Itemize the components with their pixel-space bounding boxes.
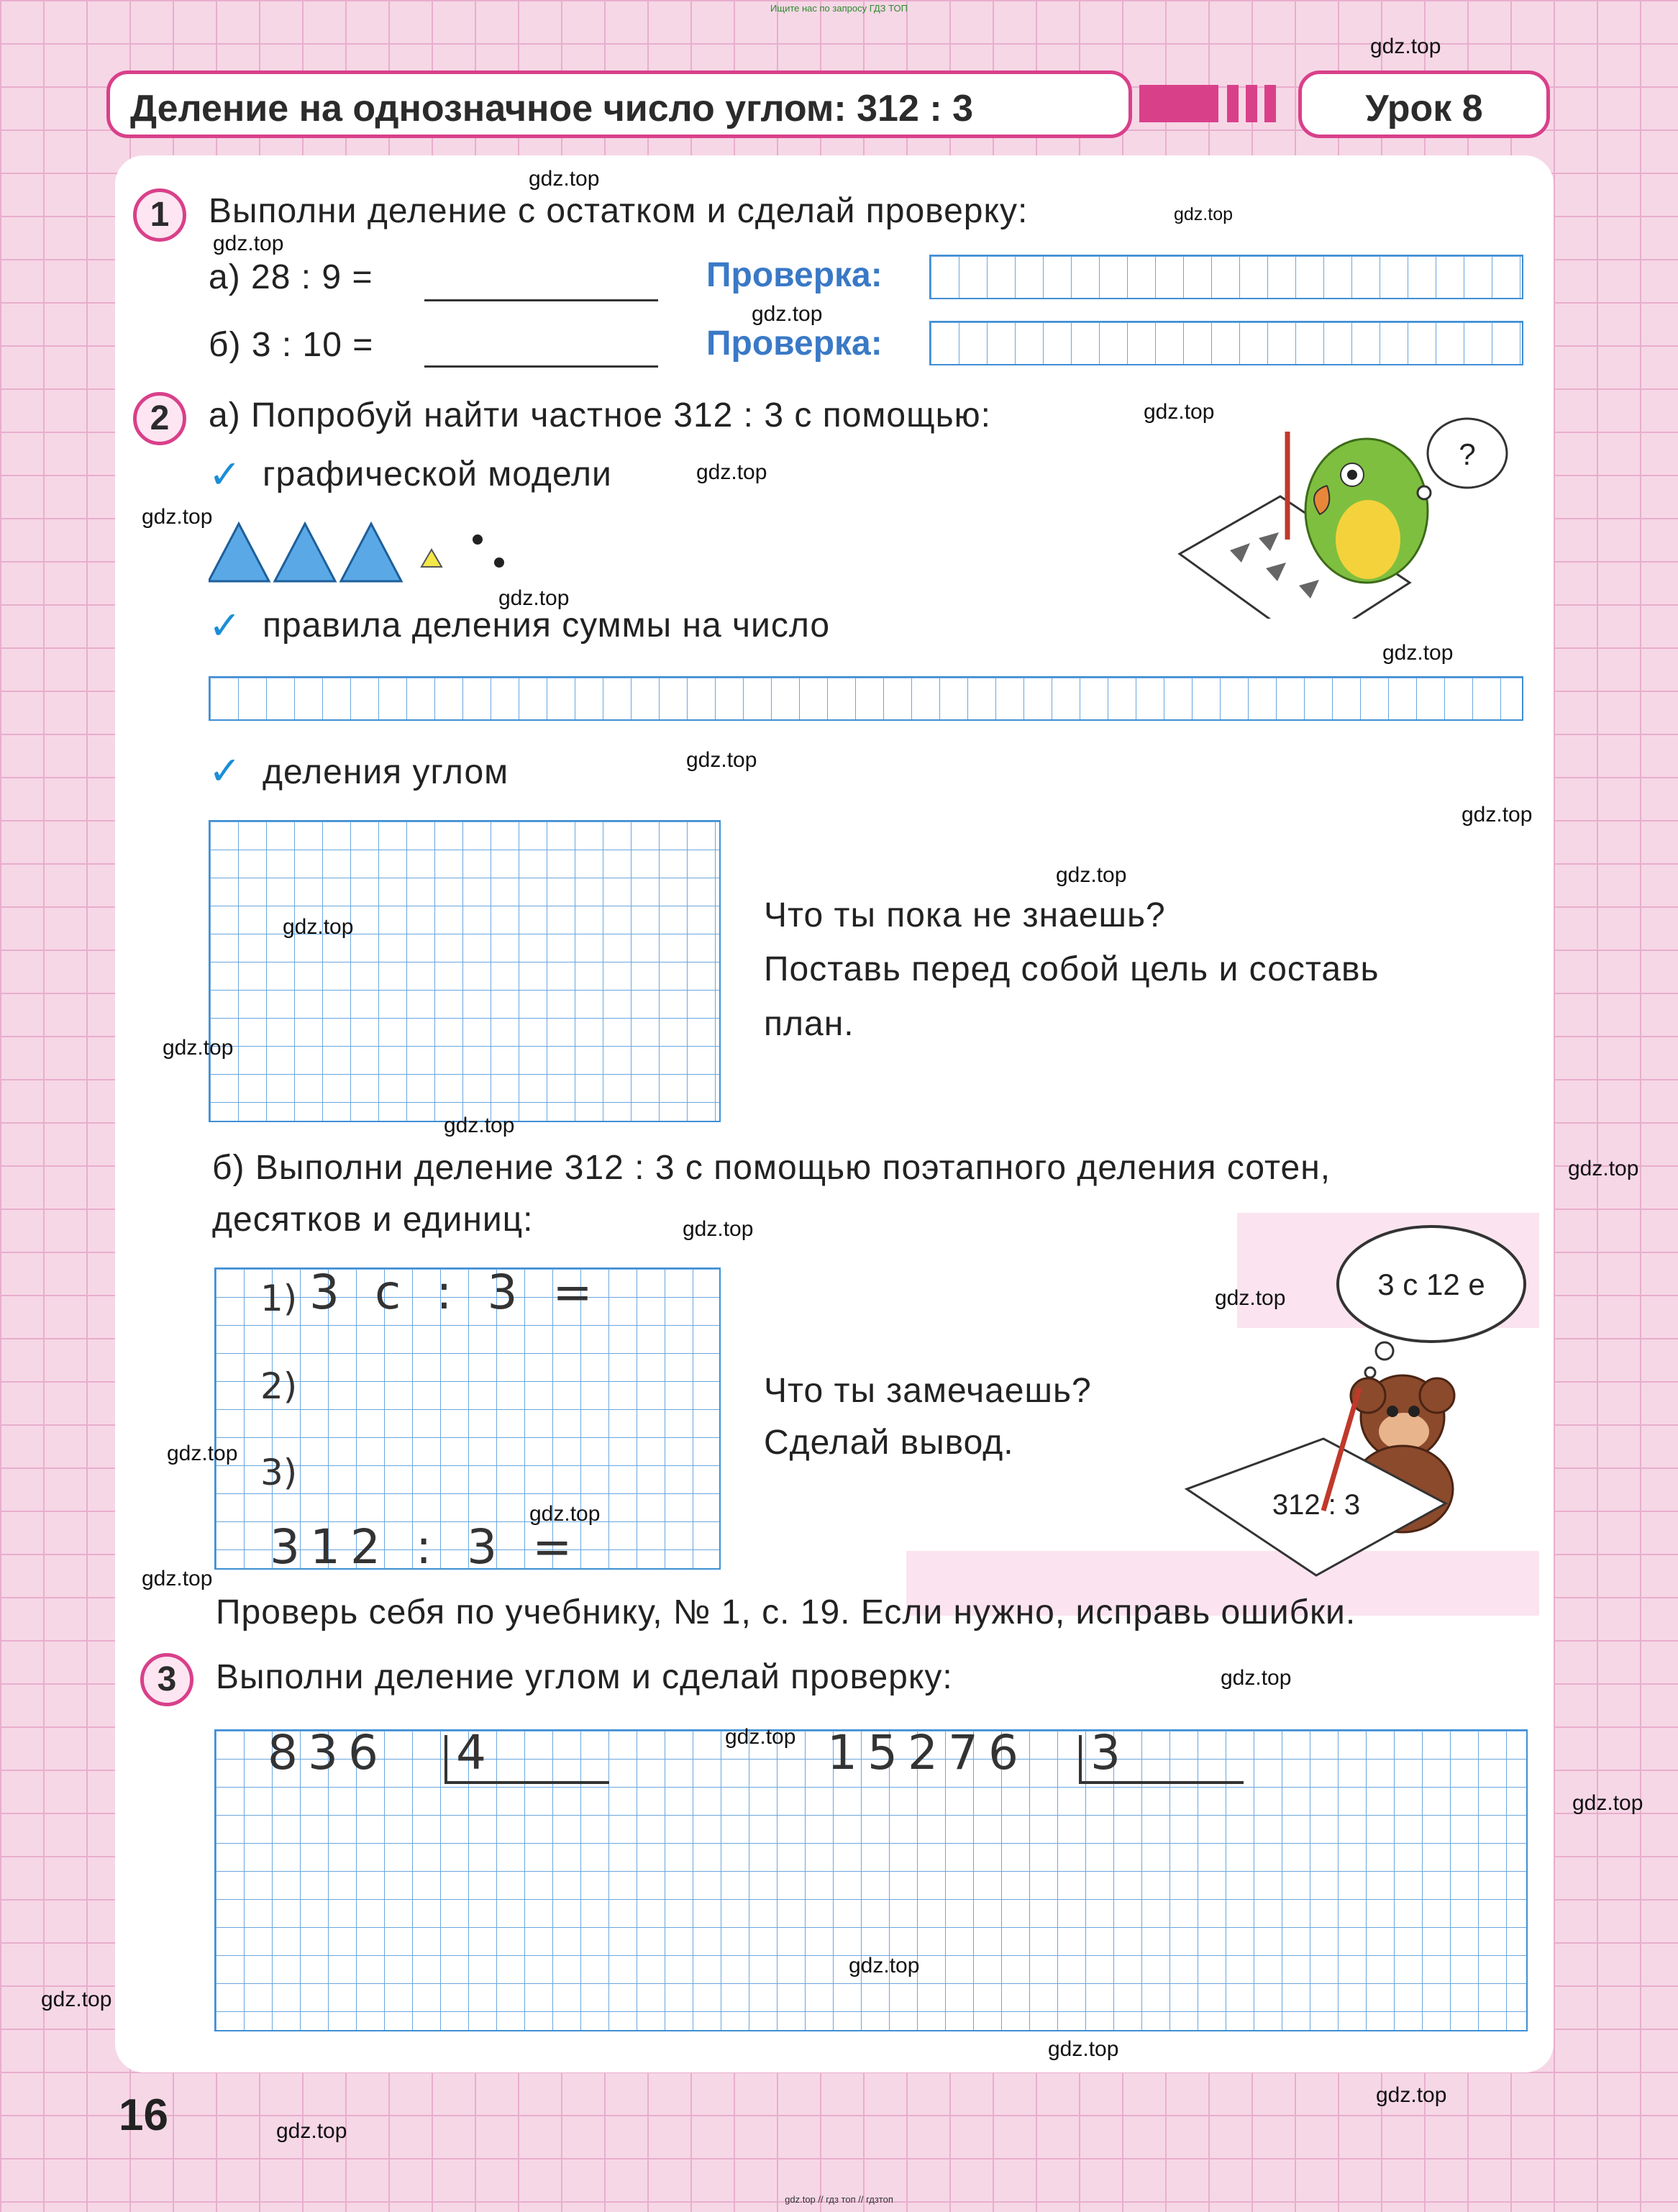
watermark: gdz.top [1048, 2037, 1119, 2061]
watermark: gdz.top [1056, 863, 1127, 887]
watermark: gdz.top [41, 1988, 112, 2011]
long-division-grid[interactable] [209, 820, 721, 1122]
lesson-title: Деление на однозначное число углом: 312 : 3 [106, 70, 1132, 138]
check-mark-icon: ✓ [209, 604, 242, 647]
watermark: gdz.top [529, 167, 600, 191]
option-sum-rule: правила деления суммы на число [263, 606, 831, 645]
goal-text-line1: Поставь перед собой цель и составь [764, 950, 1380, 988]
watermark: gdz.top [1382, 641, 1454, 665]
check-mark-icon: ✓ [209, 453, 242, 496]
task2b-intro-line1: б) Выполни деление 312 : 3 с помощью поэтапного деления сотен, [212, 1149, 1331, 1187]
task3-instruction: Выполни деление углом и сделай проверку: [216, 1658, 953, 1696]
goal-text-line2: план. [764, 1005, 854, 1043]
monkey-paper-text: 312 : 3 [1272, 1489, 1361, 1521]
parrot-illustration [1172, 403, 1539, 619]
check-grid-a[interactable] [929, 255, 1523, 299]
check-mark-icon: ✓ [209, 750, 242, 793]
watermark: gdz.top [1370, 35, 1441, 58]
step-1-label: 1) [260, 1278, 298, 1319]
watermark: gdz.top [686, 748, 757, 772]
task1-example-b: б) 3 : 10 = [209, 326, 374, 364]
watermark: gdz.top [276, 2119, 347, 2143]
watermark: gdz.top [1568, 1157, 1639, 1180]
monkey-thought-text: 3 с 12 е [1377, 1267, 1485, 1301]
example2-dividend: 15276 [827, 1725, 1029, 1780]
lesson-number: Урок 8 [1298, 70, 1550, 138]
check-label-b: Проверка: [706, 324, 883, 363]
triangle-ten-icon [421, 550, 442, 567]
task1-instruction: Выполни деление с остатком и сделай проверку: [209, 192, 1029, 230]
watermark: gdz.top [752, 302, 823, 326]
watermark: gdz.top [142, 505, 213, 529]
graphic-model-figure [209, 518, 511, 590]
task-number-2: 2 [133, 392, 186, 445]
conclusion-text: Сделай вывод. [764, 1424, 1014, 1462]
task2a-intro: а) Попробуй найти частное 312 : 3 с помощью: [209, 396, 991, 434]
monkey-illustration [1180, 1223, 1539, 1583]
check-grid-b[interactable] [929, 321, 1523, 365]
watermark: gdz.top [444, 1114, 515, 1137]
bottom-note: gdz.top // гдз топ // гдзтоп [785, 2194, 893, 2205]
triangle-hundred-icon [275, 524, 335, 581]
watermark: gdz.top [1174, 204, 1234, 224]
watermark: gdz.top [1221, 1666, 1292, 1690]
task2b-intro-line2: десятков и единиц: [212, 1201, 534, 1239]
option-graphic-model: графической модели [263, 455, 612, 493]
example1-divisor: 4 [456, 1725, 496, 1780]
dot-unit-icon [494, 557, 504, 568]
sum-rule-grid[interactable] [209, 676, 1523, 721]
task-number-3: 3 [140, 1653, 193, 1706]
step-3-label: 3) [260, 1452, 298, 1493]
watermark: gdz.top [683, 1217, 754, 1241]
watermark: gdz.top [283, 915, 354, 939]
step-1-written: 3 с : 3 = [309, 1265, 603, 1320]
answer-line-b[interactable] [424, 365, 658, 368]
self-check-text: Проверь себя по учебнику, № 1, с. 19. Если нужно, исправь ошибки. [216, 1593, 1356, 1631]
dot-unit-icon [473, 534, 483, 545]
question-unknown: Что ты пока не знаешь? [764, 896, 1166, 934]
watermark: gdz.top [213, 232, 284, 255]
watermark: gdz.top [529, 1502, 601, 1526]
question-notice: Что ты замечаешь? [764, 1372, 1092, 1410]
watermark: gdz.top [1376, 2083, 1447, 2107]
watermark: gdz.top [498, 586, 570, 610]
check-label-a: Проверка: [706, 256, 883, 294]
example1-dividend: 836 [268, 1725, 388, 1780]
watermark: gdz.top [163, 1036, 234, 1060]
watermark: gdz.top [167, 1442, 238, 1465]
watermark: gdz.top [1572, 1791, 1643, 1815]
decorative-stripes [1139, 85, 1283, 122]
watermark: gdz.top [725, 1725, 796, 1749]
triangle-hundred-icon [341, 524, 401, 581]
step-2-label: 2) [260, 1365, 298, 1407]
page-number: 16 [119, 2090, 168, 2140]
watermark: gdz.top [1462, 803, 1533, 827]
option-long-division: деления углом [263, 753, 509, 791]
final-written: 312 : 3 = [270, 1519, 583, 1575]
top-note: Ищите нас по запросу ГДЗ ТОП [770, 3, 908, 14]
triangle-hundred-icon [209, 524, 269, 581]
watermark: gdz.top [849, 1954, 920, 1977]
answer-line-a[interactable] [424, 299, 658, 301]
watermark: gdz.top [142, 1567, 213, 1590]
example2-divisor: 3 [1090, 1725, 1131, 1780]
watermark: gdz.top [696, 460, 767, 484]
watermark: gdz.top [1215, 1286, 1286, 1310]
task-number-1: 1 [133, 188, 186, 242]
task1-example-a: а) 28 : 9 = [209, 258, 373, 296]
watermark: gdz.top [1144, 400, 1215, 424]
parrot-question-mark: ? [1459, 437, 1476, 471]
